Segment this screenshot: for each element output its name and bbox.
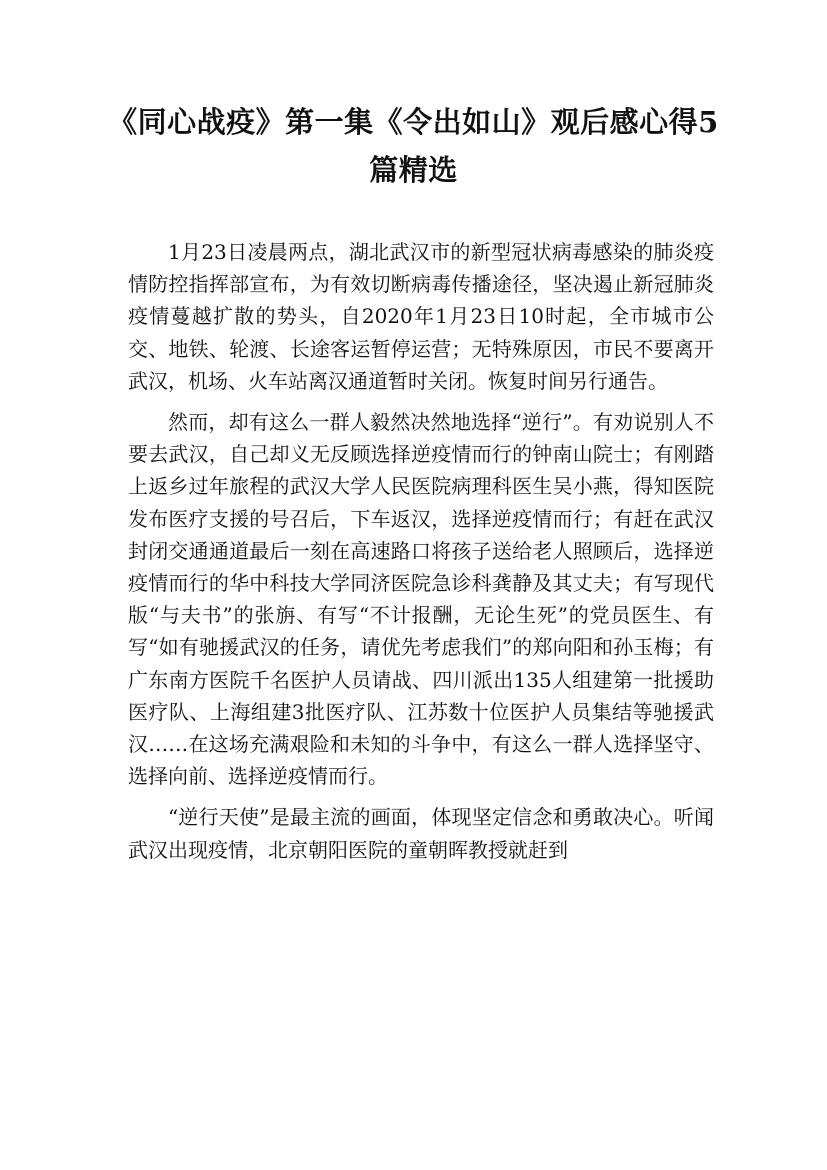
document-body [128, 236, 714, 866]
paragraph-2: 然而，却有这么一群人毅然决然地选择“逆行”。有劝说别人不要去武汉，自己却义无反顾选择逆疫情而行的钟南山院士；有刚踏上返乡过年旅程的武汉大学人民医院病理科医生吴小燕，得知医院发布医疗支援的号召后，下车返汉，选择逆疫情而行；有赶在武汉封闭交通通道最后一刻在高速路口将孩子送给老人照顾后，选择逆疫情而行的华中科技大学同济医院急诊科龚静及其丈夫；有写现代版“与夫书”的张旃、有写“不计报酬，无论生死”的党员医生、有写“如有驰援武汉的任务，请优先考虑我们”的郑向阳和孙玉梅；有广东南方医院千名医护人员请战、四川派出135人组建第一批援助医疗队、上海组建3批医疗队、江苏数十位医护人员集结等驰援武汉……在这场充满艰险和未知的斗争中，有这么一群人选择坚守、选择向前、选择逆疫情而行。 [128, 410, 714, 789]
paragraph-1: 1月23日凌晨两点，湖北武汉市的新型冠状病毒感染的肺炎疫情防控指挥部宣布，为有效切断病毒传播途径，坚决遏止新冠肺炎疫情蔓越扩散的势头，自2020年1月23日10时起，全市城市公交、地铁、轮渡、长途客运暂停运营；无特殊原因，市民不要离开武汉，机场、火车站离汉通道暂时关闭。恢复时间另行通告。 [128, 240, 714, 393]
document-title: 《同心战疫》第一集《令出如山》观后感心得5篇精选 [108, 105, 719, 187]
paragraph-3: “逆行天使”是最主流的画面，体现坚定信念和勇敢决心。听闻武汉出现疫情，北京朝阳医院的童朝晖教授就赶到 [128, 805, 714, 862]
